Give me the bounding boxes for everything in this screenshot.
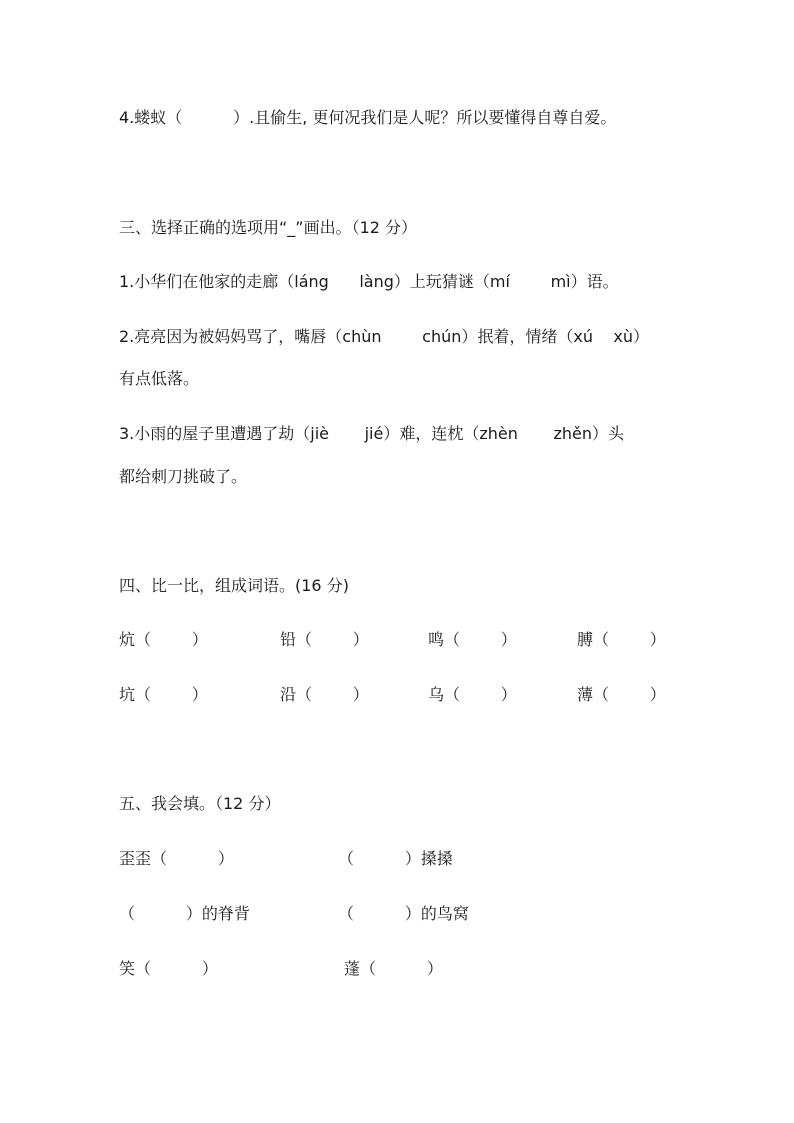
word-pair-cell: 薄（ ） bbox=[577, 685, 666, 704]
fill-blank-cell: （ ）的脊背 bbox=[119, 904, 250, 923]
word-pair-cell: 鸣（ ） bbox=[428, 630, 517, 649]
section-3-item-1: 1.小华们在他家的走廊（láng làng）上玩猜谜（mí mì）语。 bbox=[119, 272, 619, 291]
word-pair-cell: 炕（ ） bbox=[119, 630, 208, 649]
fill-blank-cell: （ ）的鸟窝 bbox=[338, 904, 469, 923]
word-pair-cell: 坑（ ） bbox=[119, 685, 208, 704]
fill-blank-cell: 蓬（ ） bbox=[344, 959, 443, 978]
section-4-heading: 四、比一比，组成词语。(16 分) bbox=[119, 576, 349, 595]
question-4: 4.蝼蚁（ ）.且偷生, 更何况我们是人呢？所以要懂得自尊自爱。 bbox=[119, 108, 617, 127]
fill-blank-cell: 笑（ ） bbox=[119, 959, 218, 978]
word-pair-cell: 沿（ ） bbox=[280, 685, 369, 704]
section-3-item-2: 2.亮亮因为被妈妈骂了，嘴唇（chùn chún）抿着，情绪（xú xù） bbox=[119, 327, 649, 346]
word-pair-cell: 铅（ ） bbox=[280, 630, 369, 649]
section-3-item-3-cont: 都给刺刀挑破了。 bbox=[119, 467, 248, 486]
word-pair-cell: 膊（ ） bbox=[577, 630, 666, 649]
fill-blank-cell: （ ）搡搡 bbox=[338, 849, 453, 868]
section-3-item-3: 3.小雨的屋子里遭遇了劫（jiè jié）难，连枕（zhèn zhěn）头 bbox=[119, 424, 624, 443]
section-3-heading: 三、选择正确的选项用“_”画出。（12 分） bbox=[119, 218, 418, 237]
fill-blank-cell: 歪歪（ ） bbox=[119, 849, 234, 868]
word-pair-cell: 乌（ ） bbox=[428, 685, 517, 704]
section-5-heading: 五、我会填。（12 分） bbox=[119, 794, 281, 813]
section-3-item-2-cont: 有点低落。 bbox=[119, 369, 200, 388]
